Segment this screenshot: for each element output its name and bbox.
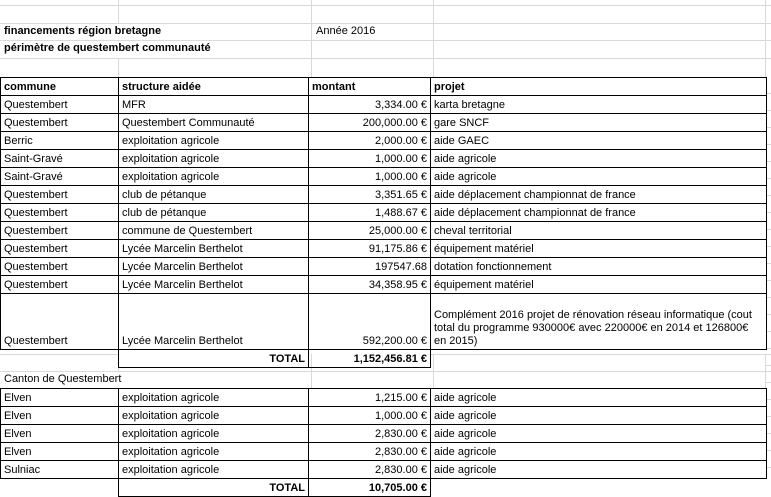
empty-cell[interactable] [1, 350, 119, 368]
cell-montant[interactable]: 91,175.86 € [309, 240, 431, 258]
cell-structure[interactable]: exploitation agricole [119, 407, 309, 425]
empty-cell[interactable] [431, 350, 767, 368]
table-row [1, 240, 767, 258]
cell-montant[interactable]: 592,200.00 € [309, 294, 431, 350]
cell-montant[interactable]: 1,000.00 € [309, 150, 431, 168]
cell-projet[interactable]: aide agricole [431, 150, 767, 168]
table1-body [1, 96, 767, 350]
gridline [765, 0, 766, 77]
cell-commune[interactable]: Elven [1, 389, 119, 407]
header-commune[interactable]: commune [1, 78, 119, 96]
cell-commune[interactable]: Questembert [1, 276, 119, 294]
cell-commune[interactable]: Questembert [1, 204, 119, 222]
table-row [1, 276, 767, 294]
gridline [0, 5, 771, 6]
cell-commune[interactable]: Saint-Gravé [1, 150, 119, 168]
cell-structure[interactable]: Lycée Marcelin Berthelot [119, 276, 309, 294]
table-header-row [1, 78, 767, 96]
table-row [1, 389, 767, 407]
total-value-cell[interactable]: 1,152,456.81 € [309, 350, 431, 368]
cell-commune[interactable]: Elven [1, 407, 119, 425]
gridline [118, 58, 119, 77]
cell-montant[interactable]: 197547.68 [309, 258, 431, 276]
cell-projet[interactable]: gare SNCF [431, 114, 767, 132]
table-row [1, 204, 767, 222]
cell-structure[interactable]: Lycée Marcelin Berthelot [119, 294, 309, 350]
cell-montant[interactable]: 3,351.65 € [309, 186, 431, 204]
cell-montant[interactable]: 2,830.00 € [309, 425, 431, 443]
total-label-cell[interactable]: TOTAL [119, 350, 309, 368]
cell-structure[interactable]: commune de Questembert [119, 222, 309, 240]
table-row [1, 443, 767, 461]
cell-projet[interactable]: aide agricole [431, 168, 767, 186]
table-row [1, 294, 767, 350]
cell-montant[interactable]: 1,000.00 € [309, 168, 431, 186]
cell-structure[interactable]: exploitation agricole [119, 389, 309, 407]
cell-montant[interactable]: 3,334.00 € [309, 96, 431, 114]
cell-commune[interactable]: Elven [1, 425, 119, 443]
cell-montant[interactable]: 2,000.00 € [309, 132, 431, 150]
cell-commune[interactable]: Questembert [1, 294, 119, 350]
empty-cell[interactable] [431, 479, 767, 497]
cell-commune[interactable]: Elven [1, 443, 119, 461]
total-value-cell[interactable]: 10,705.00 € [309, 479, 431, 497]
header-structure[interactable]: structure aidée [119, 78, 309, 96]
financements-table [0, 77, 767, 368]
cell-montant[interactable]: 25,000.00 € [309, 222, 431, 240]
header-montant[interactable]: montant [309, 78, 431, 96]
table-row [1, 132, 767, 150]
year-cell[interactable]: Année 2016 [316, 25, 376, 37]
cell-projet[interactable]: équipement matériel [431, 276, 767, 294]
cell-structure[interactable]: club de pétanque [119, 186, 309, 204]
table-row [1, 425, 767, 443]
table-row [1, 150, 767, 168]
sheet-subtitle-cell[interactable]: périmètre de questembert communauté [4, 42, 211, 54]
cell-structure[interactable]: Questembert Communauté [119, 114, 309, 132]
cell-structure[interactable]: exploitation agricole [119, 443, 309, 461]
section-label-cell[interactable]: Canton de Questembert [4, 373, 122, 385]
cell-montant[interactable]: 1,215.00 € [309, 389, 431, 407]
total-row [1, 350, 767, 368]
cell-structure[interactable]: Lycée Marcelin Berthelot [119, 258, 309, 276]
cell-structure[interactable]: exploitation agricole [119, 168, 309, 186]
cell-structure[interactable]: exploitation agricole [119, 461, 309, 479]
cell-structure[interactable]: exploitation agricole [119, 150, 309, 168]
cell-structure[interactable]: club de pétanque [119, 204, 309, 222]
table-row [1, 461, 767, 479]
table-row [1, 407, 767, 425]
cell-commune[interactable]: Questembert [1, 222, 119, 240]
cell-commune[interactable]: Questembert [1, 186, 119, 204]
table-row [1, 96, 767, 114]
gridline [0, 58, 771, 59]
cell-projet[interactable]: dotation fonctionnement [431, 258, 767, 276]
cell-projet[interactable]: aide agricole [431, 443, 767, 461]
table-row [1, 114, 767, 132]
cell-commune[interactable]: Questembert [1, 96, 119, 114]
cell-projet[interactable]: aide déplacement championnat de france [431, 204, 767, 222]
cell-commune[interactable]: Saint-Gravé [1, 168, 119, 186]
table-row [1, 222, 767, 240]
cell-montant[interactable]: 1,000.00 € [309, 407, 431, 425]
empty-cell[interactable] [1, 479, 119, 497]
table-row [1, 168, 767, 186]
gridline [433, 0, 434, 77]
cell-montant[interactable]: 200,000.00 € [309, 114, 431, 132]
gridline [118, 0, 119, 23]
cell-projet[interactable]: aide déplacement championnat de france [431, 186, 767, 204]
cell-commune[interactable]: Questembert [1, 114, 119, 132]
cell-structure[interactable]: exploitation agricole [119, 425, 309, 443]
cell-projet[interactable]: karta bretagne [431, 96, 767, 114]
cell-projet[interactable]: aide agricole [431, 425, 767, 443]
sheet-title-cell[interactable]: financements région bretagne [4, 25, 162, 37]
cell-structure[interactable]: exploitation agricole [119, 132, 309, 150]
cell-projet[interactable]: Complément 2016 projet de rénovation réseau informatique (cout total du programme 930000€ avec 220000€ en 2014 et 126800€ en 2015) [431, 294, 767, 350]
cell-commune[interactable]: Sulniac [1, 461, 119, 479]
total-label-cell[interactable]: TOTAL [119, 479, 309, 497]
cell-montant[interactable]: 2,830.00 € [309, 443, 431, 461]
cell-montant[interactable]: 34,358.95 € [309, 276, 431, 294]
cell-projet[interactable]: cheval territorial [431, 222, 767, 240]
header-projet[interactable]: projet [431, 78, 767, 96]
table2-body [1, 389, 767, 479]
canton-table [0, 388, 767, 497]
table-row [1, 258, 767, 276]
cell-projet[interactable]: équipement matériel [431, 240, 767, 258]
cell-projet[interactable]: aide agricole [431, 461, 767, 479]
cell-montant[interactable]: 2,830.00 € [309, 461, 431, 479]
cell-structure[interactable]: MFR [119, 96, 309, 114]
table-row [1, 186, 767, 204]
cell-projet[interactable]: aide GAEC [431, 132, 767, 150]
cell-structure[interactable]: Lycée Marcelin Berthelot [119, 240, 309, 258]
cell-commune[interactable]: Questembert [1, 240, 119, 258]
cell-commune[interactable]: Berric [1, 132, 119, 150]
total-row [1, 479, 767, 497]
cell-montant[interactable]: 1,488.67 € [309, 204, 431, 222]
cell-commune[interactable]: Questembert [1, 258, 119, 276]
cell-projet[interactable]: aide agricole [431, 407, 767, 425]
cell-projet[interactable]: aide agricole [431, 389, 767, 407]
